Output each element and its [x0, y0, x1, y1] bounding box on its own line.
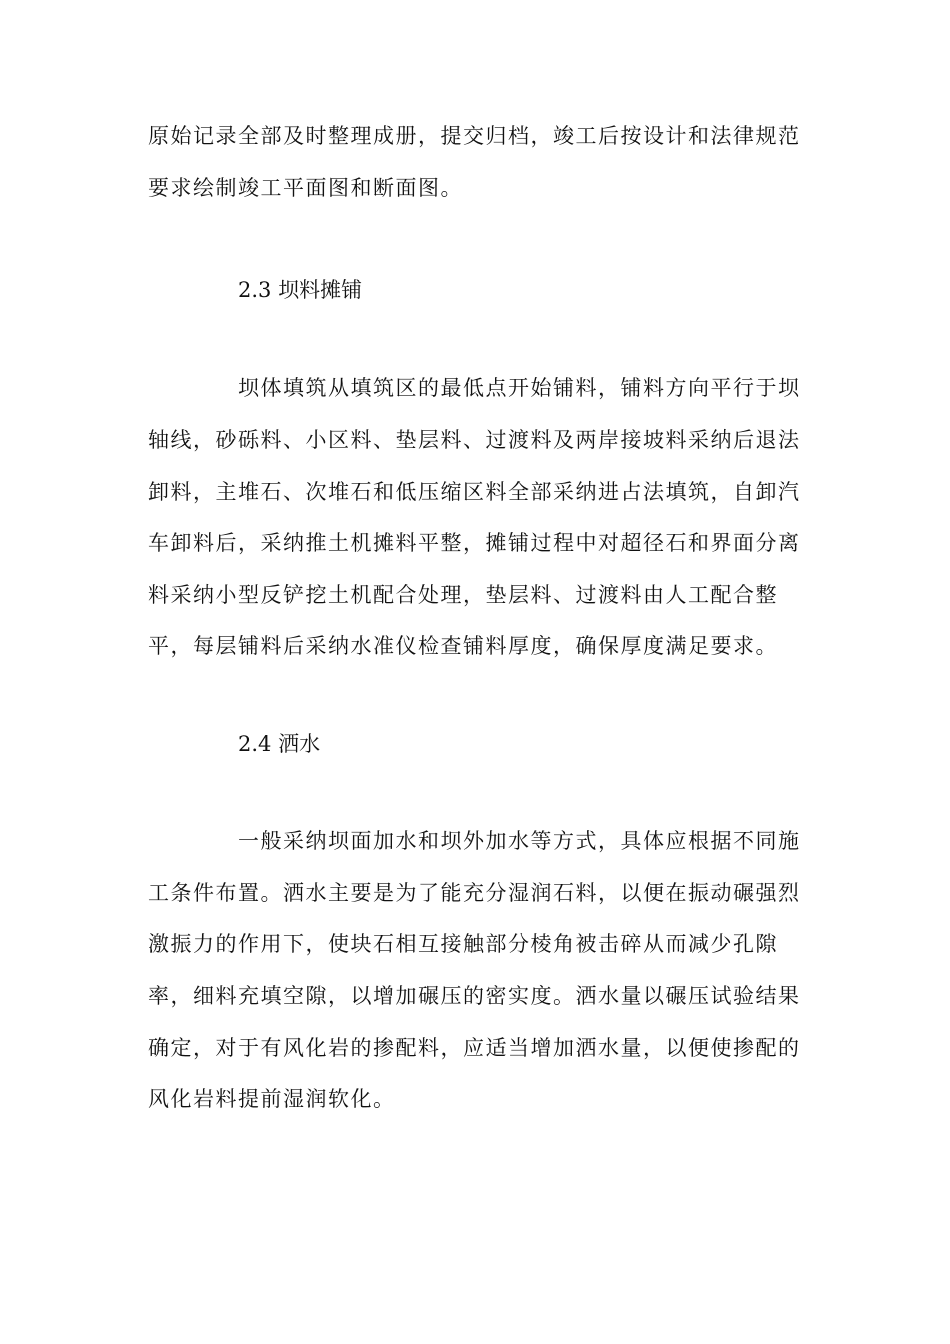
- paragraph-line: 确定，对于有风化岩的掺配料，应适当增加洒水量，以便使掺配的: [148, 1036, 801, 1060]
- paragraph-line: 原始记录全部及时整理成册，提交归档，竣工后按设计和法律规范: [148, 124, 801, 148]
- paragraph-line: 平，每层铺料后采纳水准仪检查铺料厚度，确保厚度满足要求。: [148, 634, 778, 658]
- paragraph-line: 风化岩料提前湿润软化。: [148, 1087, 396, 1111]
- paragraph-line: 车卸料后，采纳推土机摊料平整，摊铺过程中对超径石和界面分离: [148, 531, 801, 555]
- section-heading: 2.4 洒水: [238, 732, 321, 756]
- paragraph-line: 一般采纳坝面加水和坝外加水等方式，具体应根据不同施: [238, 829, 801, 853]
- paragraph-line: 激振力的作用下，使块石相互接触部分棱角被击碎从而减少孔隙: [148, 932, 778, 956]
- section-heading: 2.3 坝料摊铺: [238, 278, 363, 302]
- paragraph-line: 料采纳小型反铲挖土机配合处理，垫层料、过渡料由人工配合整: [148, 583, 778, 607]
- paragraph-line: 卸料，主堆石、次堆石和低压缩区料全部采纳进占法填筑，自卸汽: [148, 480, 801, 504]
- paragraph-line: 坝体填筑从填筑区的最低点开始铺料，铺料方向平行于坝: [238, 376, 801, 400]
- paragraph-line: 轴线，砂砾料、小区料、垫层料、过渡料及两岸接坡料采纳后退法: [148, 428, 801, 452]
- paragraph-line: 工条件布置。洒水主要是为了能充分湿润石料，以便在振动碾强烈: [148, 881, 801, 905]
- paragraph-line: 要求绘制竣工平面图和断面图。: [148, 176, 463, 200]
- paragraph-line: 率，细料充填空隙，以增加碾压的密实度。洒水量以碾压试验结果: [148, 984, 801, 1008]
